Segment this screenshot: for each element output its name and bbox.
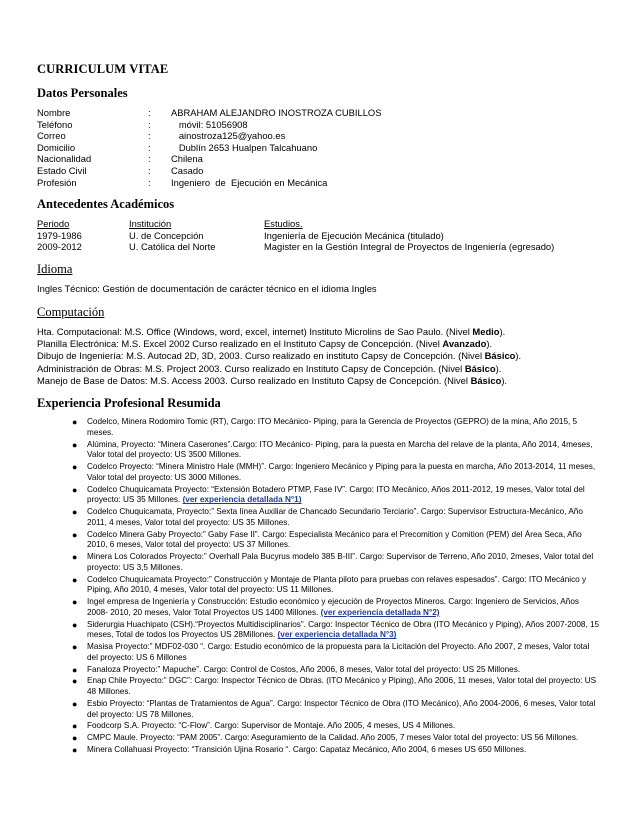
language-heading: Idioma: [37, 262, 73, 277]
experience-item: [72, 485, 602, 506]
personal-row: [37, 119, 602, 131]
computing-line: [37, 350, 602, 362]
experience-item: [72, 665, 602, 676]
bullet-icon: ●: [72, 721, 78, 732]
bullet-icon: ●: [72, 417, 78, 428]
experience-text: Ingel empresa de Ingeniería y Construcción: Estudio económico y ejecución de Proyectos Mineros. Cargo: Ingeniero de Servicios, Años 2008- 2010, 20 meses, Valor Total Proyectos US 1400 Millones.: [87, 597, 579, 617]
experience-item: [72, 721, 602, 732]
personal-value: móvil: 51056908: [171, 118, 248, 130]
experience-item: [72, 575, 602, 596]
personal-separator: :: [148, 118, 151, 130]
computing-level: Avanzado: [442, 337, 487, 349]
personal-separator: :: [148, 107, 151, 118]
computing-end: ).: [515, 350, 522, 362]
experience-text: Codelco Chuquicamata Proyecto: “Extensión Botadero PTMP, Fase IV”. Cargo: ITO Mecánico, Años 2011-2012, 19 meses, Valor total del proyecto: US 35 Millones.: [87, 484, 585, 505]
academic-heading: Antecedentes Académicos: [37, 197, 175, 212]
bullet-icon: ●: [72, 698, 78, 709]
personal-separator: :: [148, 164, 151, 176]
computing-text: Planilla Electrónica: M.S. Excel 2002 Curso realizado en el Instituto Capsy de Concepción. (Nivel: [37, 337, 443, 349]
personal-label: Correo: [37, 130, 66, 142]
personal-row: [37, 142, 602, 154]
experience-text: Masisa Proyecto:” MDF02-030 “. Cargo: Estudio económico de la propuesta para la Licitación del Proyecto. Año 2007, 2 meses, Valor total del proyecto: US 6 Millones: [87, 642, 590, 662]
experience-text: Fanaloza Proyecto:” Mapuche”. Cargo: Control de Costos, Año 2006, 8 meses, Valor total del proyecto: US 25 Millones.: [87, 664, 521, 674]
experience-detail-link[interactable]: (ver experiencia detallada N°3): [277, 630, 397, 640]
computing-text: Hta. Computacional: M.S. Office (Windows, word, excel, internet) Instituto Microlins de Sao Paulo. (Nivel: [37, 325, 473, 337]
computing-end: ).: [495, 362, 502, 374]
experience-item: [72, 507, 602, 528]
academic-table: [37, 218, 602, 252]
personal-value: Casado: [171, 164, 204, 176]
personal-value: ABRAHAM ALEJANDRO INOSTROZA CUBILLOS: [171, 107, 382, 118]
personal-separator: :: [148, 176, 151, 188]
academic-header-cell: Periodo: [37, 218, 70, 230]
bullet-icon: ●: [72, 574, 78, 585]
personal-value: ainostroza125@yahoo.es: [171, 130, 286, 142]
experience-text: Minera Collahuasi Proyecto: “Transición Ujina Rosario “. Cargo: Capataz Mecánico, Año 2004, 6 meses US 650 Millones.: [87, 745, 527, 755]
computing-level: Medio: [472, 325, 500, 337]
experience-text: Alúmina, Proyecto: “Minera Caserones”.Cargo: ITO Mecánico- Piping, para la puesta en Marcha del relave de la planta, Año 2014, 4meses, Valor total del proyecto: US 3500 Millones.: [87, 439, 593, 460]
bullet-icon: ●: [72, 733, 78, 744]
computing-line: [37, 363, 602, 375]
bullet-icon: ●: [72, 597, 78, 608]
academic-cell: 2009-2012: [37, 240, 82, 252]
personal-row: [37, 130, 602, 142]
computing-line: [37, 326, 602, 338]
academic-row: [37, 241, 602, 252]
personal-separator: :: [148, 141, 151, 153]
computing-text: Administración de Obras: M.S. Project 2003. Curso realizado en Instituto Capsy de Concepción. (Nivel: [37, 362, 465, 374]
bullet-icon: ●: [72, 439, 78, 450]
experience-item: [72, 620, 602, 641]
personal-value: Chilena: [171, 153, 203, 165]
experience-item: [72, 462, 602, 483]
bullet-icon: ●: [72, 484, 78, 495]
academic-row: [37, 230, 602, 241]
computing-level: Básico: [470, 374, 502, 386]
personal-separator: :: [148, 130, 151, 142]
computing-level: Básico: [464, 362, 496, 374]
personal-data-table: [37, 107, 602, 188]
experience-text: Siderurgia Huachipato (CSH).“Proyectos Multidisciplinarios”. Cargo: Inspector Técnico de Obra (ITO Mecánico y Piping), Años 2007-2008, 15 meses, Total de todos los Proyectos US 28Millones.: [87, 619, 600, 640]
cv-document: [37, 62, 602, 757]
bullet-icon: ●: [72, 664, 78, 675]
experience-text: Minera Los Colorados Proyecto:” Overhall Pala Bucyrus modelo 385 B-III”. Cargo: Supervisor de Terreno, Año 2010, 2meses, Valor total del proyecto: US 3,5 Millones.: [87, 552, 594, 572]
experience-text: Codelco Proyecto: “Minera Ministro Hale (MMH)”. Cargo: Ingeniero Mecánico y Piping para la puesta en marcha, Año 2013-2014, 11 meses, Valor total del proyecto: US 3000 Millones.: [87, 462, 596, 482]
academic-cell: Ingeniería de Ejecución Mecánica (titulado): [264, 229, 444, 241]
computing-text: Dibujo de Ingeniería: M.S. Autocad 2D, 3D, 2003. Curso realizado en instituto Capsy de Concepción. (Nivel: [37, 350, 485, 362]
computing-end: ).: [486, 337, 493, 349]
personal-label: Nacionalidad: [37, 153, 92, 165]
experience-item: [72, 440, 602, 461]
computing-heading: Computación: [37, 304, 105, 319]
experience-item: [72, 642, 602, 663]
computing-text: Manejo de Base de Datos: M.S. Access 2003. Curso realizado en Instituto Capsy de Concepción. (Nivel: [37, 374, 471, 386]
personal-value: Dublín 2653 Hualpen Talcahuano: [171, 141, 318, 153]
academic-header-cell: Institución: [129, 218, 172, 230]
bullet-icon: ●: [72, 642, 78, 653]
personal-label: Nombre: [37, 107, 71, 118]
bullet-icon: ●: [72, 676, 78, 687]
bullet-icon: ●: [72, 745, 78, 756]
experience-item: [72, 733, 602, 744]
experience-text: Codelco Minera Gaby Proyecto:” Gaby Fase II”. Cargo: Especialista Mecánico para el Precomition y Comition (PEM) del Área Seca, Año 2010, 6 meses, Valor total del proyecto: US 37 Millones.: [87, 529, 582, 550]
experience-item: [72, 699, 602, 720]
personal-row: [37, 165, 602, 177]
experience-text: Codelco Chuquicamata, Proyecto:” Sexta línea Auxiliar de Chancado Secundario Terciario”. Cargo: Supervisor Estructura-Mecánico, Año 2011, 4 meses, Valor total del proyecto: US 35 Millones.: [87, 507, 583, 527]
personal-label: Profesión: [37, 176, 77, 188]
academic-header-row: [37, 218, 602, 229]
personal-value: Ingeniero de Ejecución en Mecánica: [171, 176, 328, 188]
computing-end: ).: [499, 325, 506, 337]
bullet-icon: ●: [72, 462, 78, 473]
bullet-icon: ●: [72, 507, 78, 518]
experience-text: Codelco Chuquicamata Proyecto:” Construcción y Montaje de Planta piloto para pruebas con relaves espesados”. Cargo: ITO Mecánico y Piping, Año 2010, 4 meses, Valor total del proyecto: US 11 Millones.: [87, 574, 587, 595]
bullet-icon: ●: [72, 552, 78, 563]
personal-label: Domicilio: [37, 141, 76, 153]
academic-cell: Magister en la Gestión Integral de Proyectos de Ingeniería (egresado): [264, 240, 555, 252]
personal-row: [37, 177, 602, 189]
experience-item: [72, 530, 602, 551]
academic-cell: 1979-1986: [37, 229, 82, 241]
computing-list: [37, 326, 602, 387]
experience-text: Codelco, Minera Rodomiro Tomic (RT), Cargo: ITO Mecánico- Piping, para la Gerencia de Proyectos (GEPRO) de la mina, Año 2015, 5 meses.: [87, 417, 578, 437]
academic-cell: U. de Concepción: [129, 229, 204, 241]
academic-header-cell: Estudios.: [264, 218, 303, 230]
language-text: Ingles Técnico: Gestión de documentación de carácter técnico en el idioma Ingles: [37, 283, 377, 295]
experience-text: Foodcorp S.A. Proyecto: “C-Flow”. Cargo: Supervisor de Montaje. Año 2005, 4 meses, US 4 Millones.: [87, 721, 456, 731]
experience-detail-link[interactable]: (ver experiencia detallada N°2): [320, 607, 440, 617]
experience-text: CMPC Maule. Proyecto: “PAM 2005”. Cargo: Aseguramiento de la Calidad. Año 2005, 7 meses Valor total del proyecto: US 56 Millones.: [87, 733, 579, 743]
experience-list: [37, 417, 602, 756]
experience-text: Enap Chile Proyecto:” DGC”: Cargo: Inspector Técnico de Obras. (ITO Mecánico y Piping), Año 2006, 11 meses, Valor total del proyecto: US 48 Millones.: [87, 676, 597, 697]
personal-row: [37, 107, 602, 119]
personal-separator: :: [148, 153, 151, 165]
experience-item: [72, 417, 602, 438]
personal-heading: Datos Personales: [37, 86, 128, 100]
experience-text: Esbio Proyecto: “Plantas de Tratamientos de Agua”. Cargo: Inspector Técnico de Obra (ITO Mecánico), Año 2004-2006, 6 meses, Valor total del proyecto: US 78 Millones.: [87, 698, 596, 719]
experience-item: [72, 676, 602, 697]
experience-heading: Experiencia Profesional Resumida: [37, 396, 221, 411]
experience-item: [72, 745, 602, 756]
academic-cell: U. Católica del Norte: [129, 240, 216, 252]
computing-end: ).: [501, 374, 508, 386]
computing-line: [37, 375, 602, 387]
personal-label: Estado Civil: [37, 164, 87, 176]
experience-item: [72, 552, 602, 573]
personal-label: Teléfono: [37, 118, 73, 130]
bullet-icon: ●: [72, 529, 78, 540]
computing-line: [37, 338, 602, 350]
computing-level: Básico: [484, 350, 516, 362]
document-title: CURRICULUM VITAE: [37, 62, 169, 76]
experience-detail-link[interactable]: (ver experiencia detallada N°1): [182, 495, 302, 505]
bullet-icon: ●: [72, 619, 78, 630]
personal-row: [37, 153, 602, 165]
experience-item: [72, 597, 602, 618]
